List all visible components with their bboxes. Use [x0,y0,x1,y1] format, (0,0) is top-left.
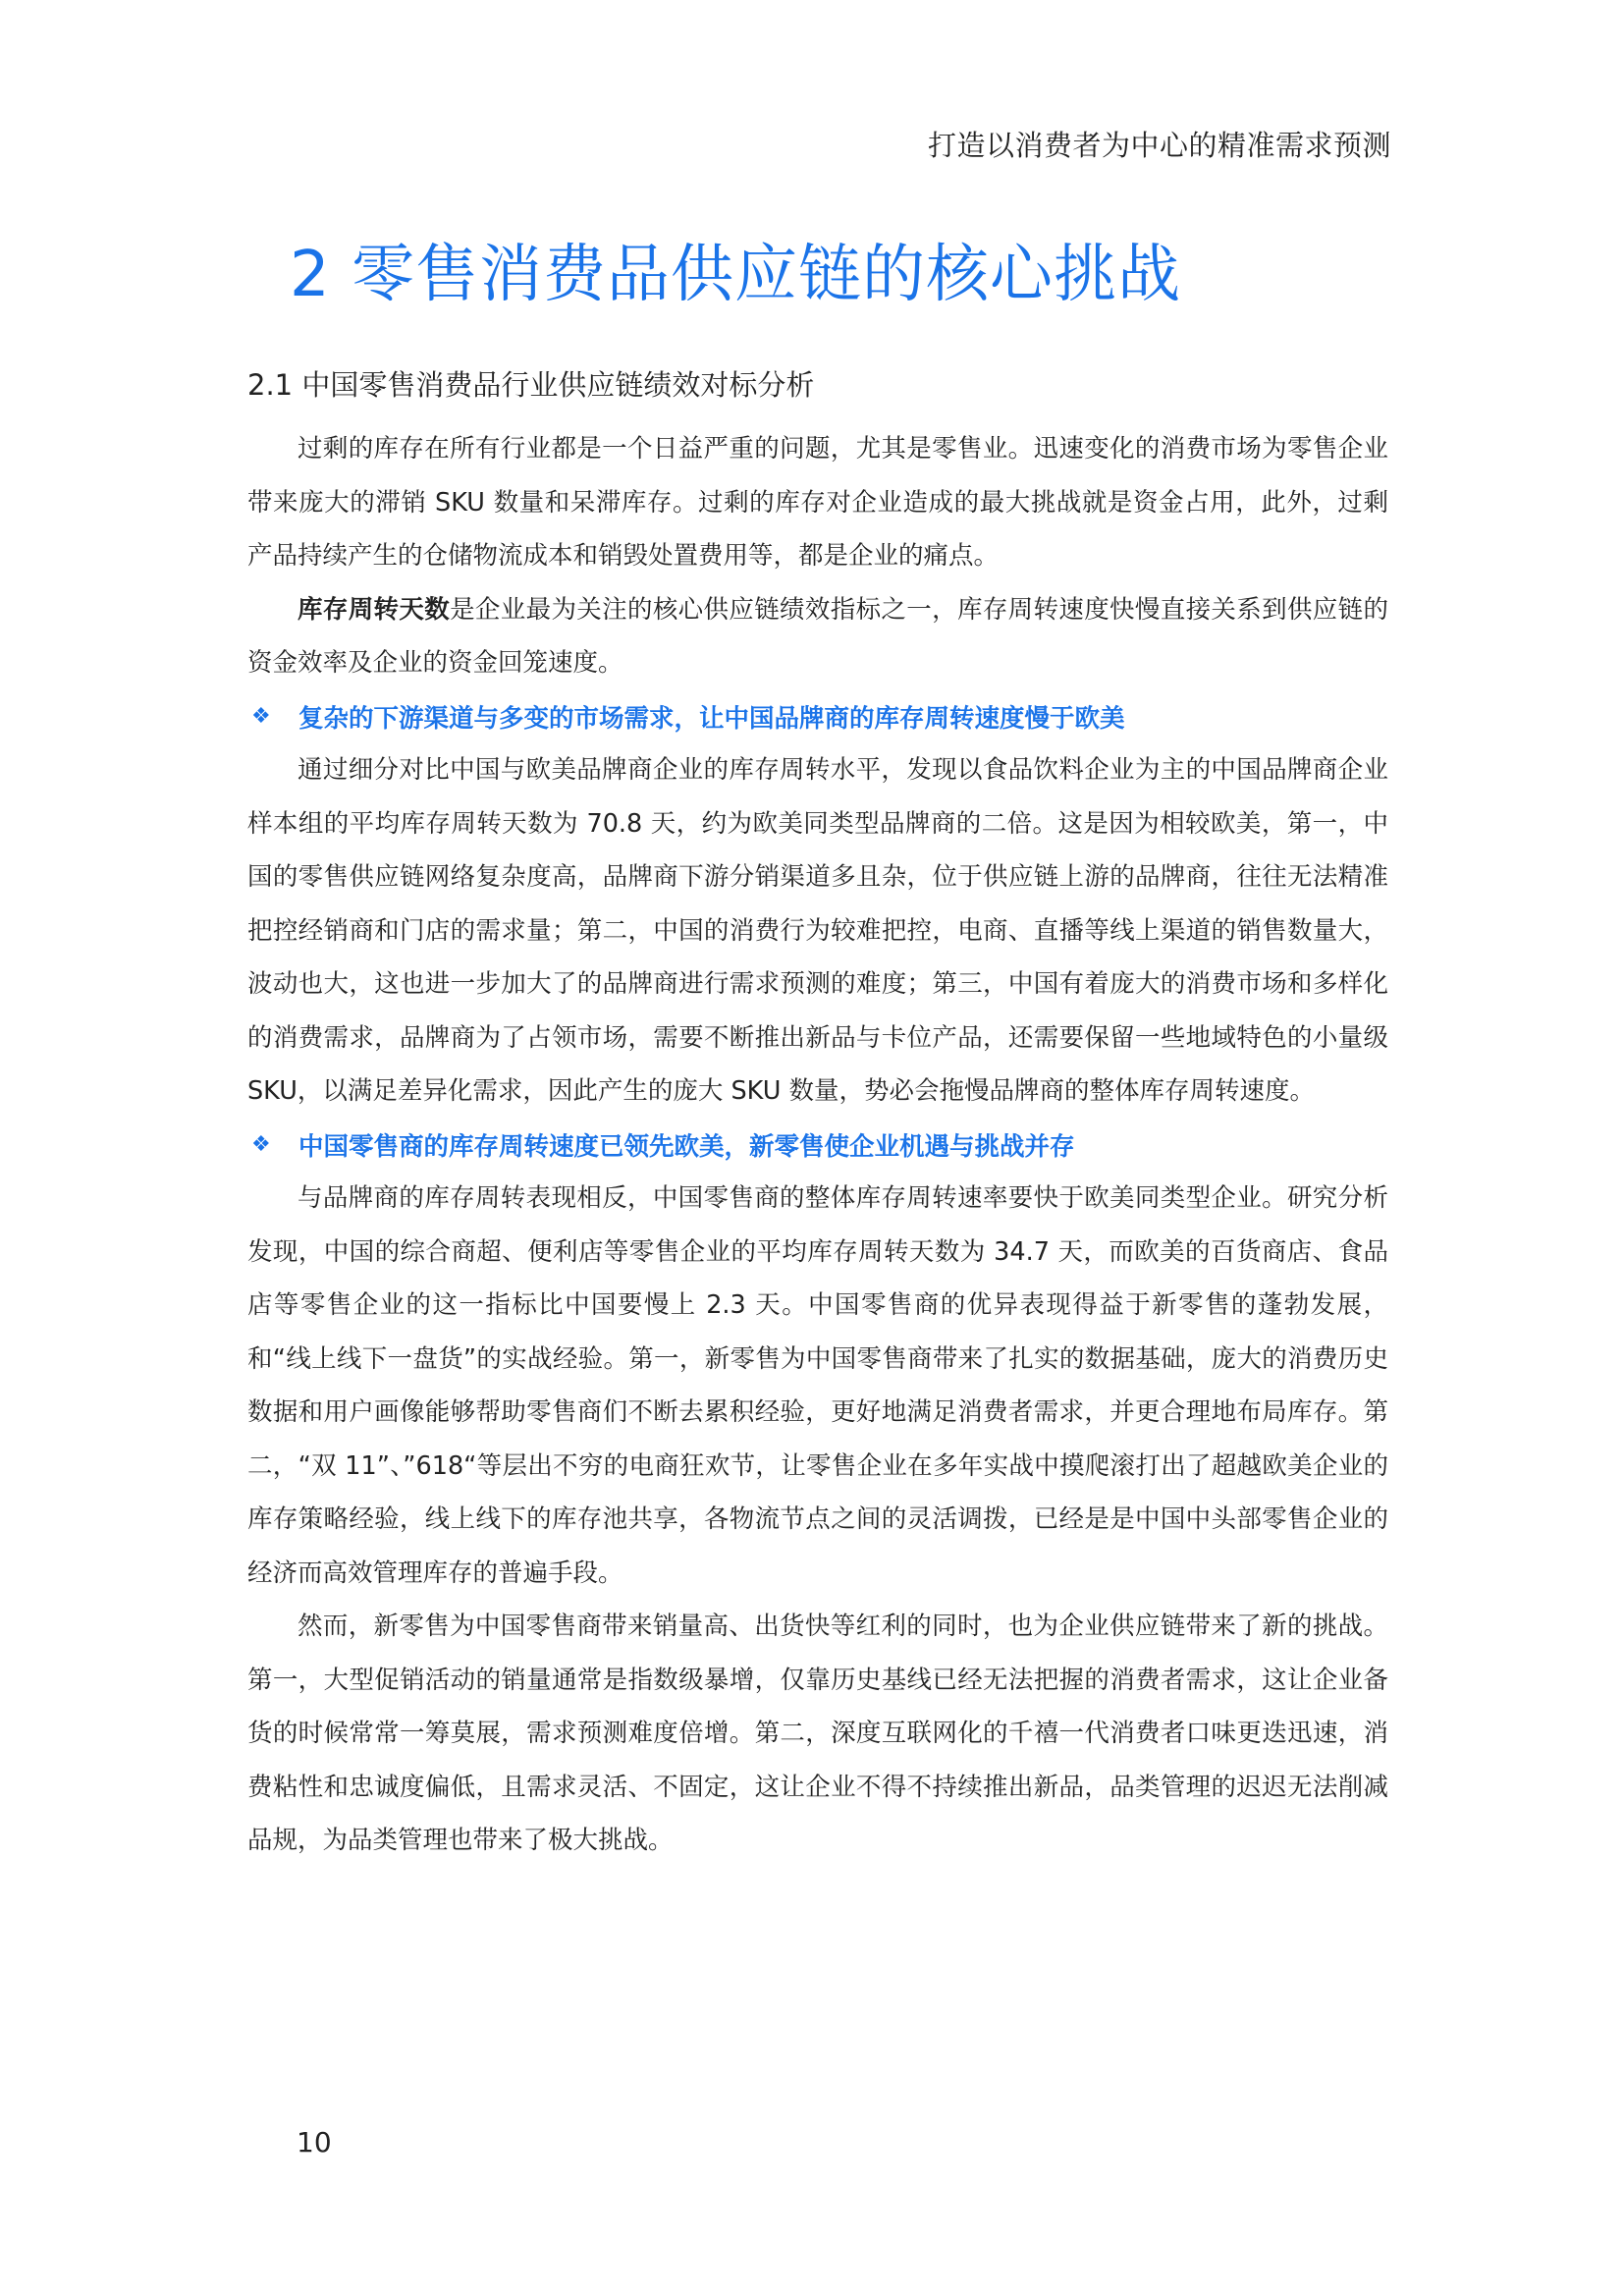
paragraph-1: 过剩的库存在所有行业都是一个日益严重的问题，尤其是零售业。迅速变化的消费市场为零售企业带来庞大的滞销 SKU 数量和呆滞库存。过剩的库存对企业造成的最大挑战就是资金占用，此外，过剩产品持续产生的仓储物流成本和销毁处置费用等，都是企业的痛点。 [247,434,1388,571]
bullet-heading-2-text: 中国零售商的库存周转速度已领先欧美，新零售使企业机遇与挑战并存 [298,1131,1075,1162]
section-heading: 2.1 中国零售消费品行业供应链绩效对标分析 [247,368,815,402]
bullet-heading-1-text: 复杂的下游渠道与多变的市场需求，让中国品牌商的库存周转速度慢于欧美 [298,703,1125,734]
paragraph-4: 与品牌商的库存周转表现相反，中国零售商的整体库存周转速率要快于欧美同类型企业。研究分析发现，中国的综合商超、便利店等零售企业的平均库存周转天数为 34.7 天，而欧美的百货商店、食品店等零售企业的这一指标比中国要慢上 2.3 天。中国零售商的优异表现得益于新零售的蓬勃发展，和“线上线下一盘货”的实战经验。第一，新零售为中国零售商带来了扎实的数据基础，庞大的消费历史数据和用户画像能够帮助零售商们不断去累积经验，更好地满足消费者需求，并更合理地布局库存。第二，“双 11”、”618“等层出不穷的电商狂欢节，让零售企业在多年实战中摸爬滚打出了超越欧美企业的库存策略经验，线上线下的库存池共享，各物流节点之间的灵活调拨，已经是是中国中头部零售企业的经济而高效管理库存的普遍手段。 [247,1183,1388,1588]
bullet-heading-1 [247,690,1388,744]
body-text [247,422,1388,1868]
paragraph-2-text: 是企业最为关注的核心供应链绩效指标之一，库存周转速度快慢直接关系到供应链的资金效率及企业的资金回笼速度。 [247,594,1388,678]
paragraph-2 [247,583,1388,690]
diamond-bullet-icon: ❖ [251,1132,271,1158]
paragraph-5: 然而，新零售为中国零售商带来销量高、出货快等红利的同时，也为企业供应链带来了新的挑战。第一，大型促销活动的销量通常是指数级暴增，仅靠历史基线已经无法把握的消费者需求，这让企业备货的时候常常一筹莫展，需求预测难度倍增。第二，深度互联网化的千禧一代消费者口味更迭迅速，消费粘性和忠诚度偏低，且需求灵活、不固定，这让企业不得不持续推出新品，品类管理的迟迟无法削减品规，为品类管理也带来了极大挑战。 [247,1612,1388,1855]
bullet-heading-2 [247,1119,1388,1173]
paragraph-2-bold: 库存周转天数 [298,594,451,625]
chapter-title: 2 零售消费品供应链的核心挑战 [290,239,1182,311]
page-number: 10 [297,2126,332,2159]
running-header: 打造以消费者为中心的精准需求预测 [927,129,1391,162]
diamond-bullet-icon: ❖ [251,704,271,730]
paragraph-3: 通过细分对比中国与欧美品牌商企业的库存周转水平，发现以食品饮料企业为主的中国品牌商企业样本组的平均库存周转天数为 70.8 天，约为欧美同类型品牌商的二倍。这是因为相较欧美，第一，中国的零售供应链网络复杂度高，品牌商下游分销渠道多且杂，位于供应链上游的品牌商，往往无法精准把控经销商和门店的需求量；第二，中国的消费行为较难把控，电商、直播等线上渠道的销售数量大，波动也大，这也进一步加大了的品牌商进行需求预测的难度；第三，中国有着庞大的消费市场和多样化的消费需求，品牌商为了占领市场，需要不断推出新品与卡位产品，还需要保留一些地域特色的小量级 SKU，以满足差异化需求，因此产生的庞大 SKU 数量，势必会拖慢品牌商的整体库存周转速度。 [247,755,1388,1106]
